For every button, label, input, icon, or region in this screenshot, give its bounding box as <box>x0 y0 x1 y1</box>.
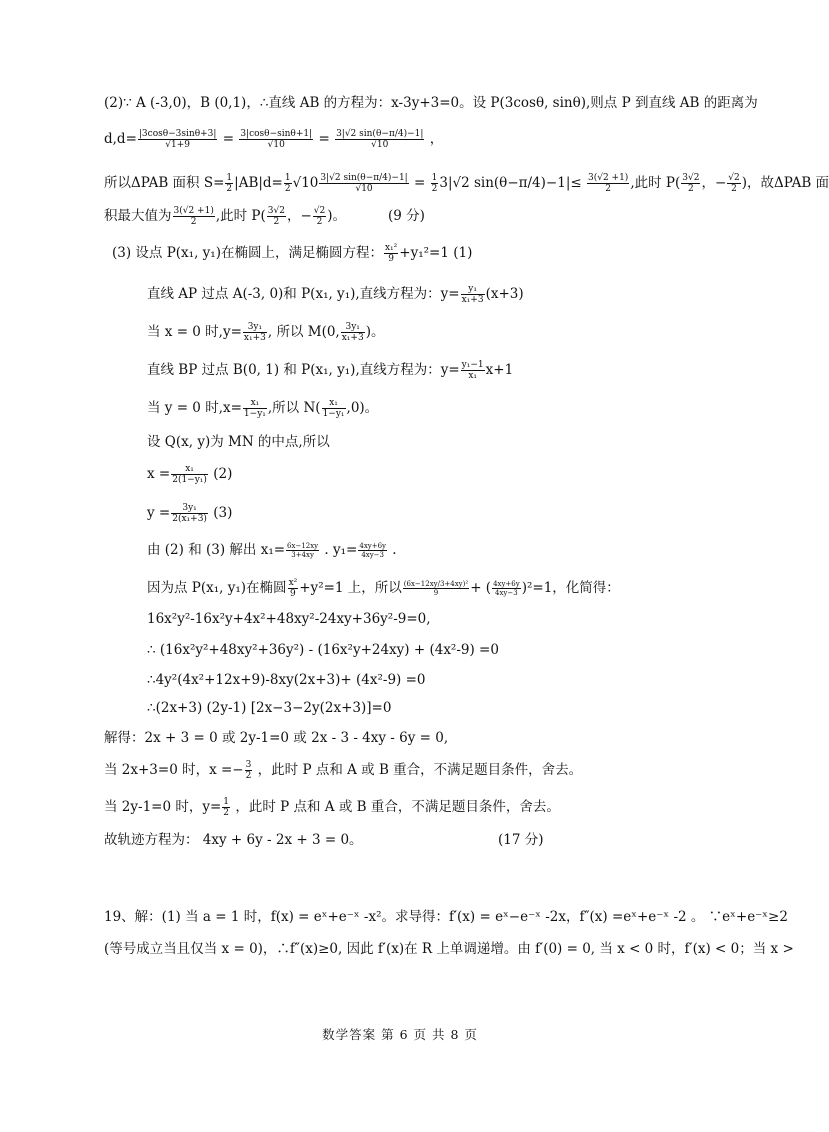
p18-3-factored: ∴4y²(4x²+12x+9)-8xy(2x+3)+ (4x²-9) =0 <box>147 672 426 688</box>
p18-3-midpoint: 设 Q(x, y)为 MN 的中点,所以 <box>147 434 330 450</box>
fraction: $\frac{3|√2 \sin(\theta-\pi/4)-1|}{√10}$ <box>336 129 424 150</box>
p18-3-solve: 由 (2) 和 (3) 解出 x₁= $\frac{6x-12xy}{3+4xy}$ . y₁= $\frac{4xy+6y}{4xy-3}$ . <box>147 542 397 559</box>
p18-2-distance-line: d,d= $\frac{|3\cos\theta-3\sin\theta+3|}{√1+9}$ = $\frac{3|\cos\theta-\sin\theta+1|}{√10}$ = $\frac{3|√2 \sin(\theta-\pi/4)-1|}{√10}$ ， <box>104 129 444 150</box>
p18-3-substitute: 因为点 P(x₁, y₁)在椭圆 $\frac{\text{x²}}{9}$ +y²=1 上，所以 $\frac{\text{(6x−12xy/3+4xy)²}}{9}$ + ( $\frac{4xy+6y}{4xy-3}$ )²=1，化简得： <box>147 578 620 599</box>
page-footer: 数学答案 第 6 页 共 8 页 <box>322 1027 478 1042</box>
fraction: $\frac{|3\cos\theta-3\sin\theta+3|}{√1+9}$ <box>138 129 217 150</box>
fraction: $\frac{3|\cos\theta-\sin\theta+1|}{√10}$ <box>240 129 313 150</box>
p18-3-grouped: ∴ (16x²y²+48xy²+36y²) - (16x²y+24xy) + (4x²-9) =0 <box>147 642 499 658</box>
p18-3-line-ap: 直线 AP 过点 A(-3, 0)和 P(x₁, y₁),直线方程为：y= $\frac{\text{y₁}}{\text{x₁+3}}$ (x+3) <box>147 284 524 305</box>
p18-2-line1: (2)∵ A (-3,0)，B (0,1)，∴直线 AB 的方程为：x-3y+3=0。设 P(3cosθ, sinθ),则点 P 到直线 AB 的距离为 <box>104 95 758 111</box>
p18-3-solutions: 解得：2x + 3 = 0 或 2y-1=0 或 2x - 3 - 4xy - 6y = 0, <box>104 730 449 746</box>
p18-2-max-line: 积最大值为 $\frac{3(√2 +1)}{2}$ ,此时 P( $\frac{3√2}{2}$ ，− $\frac{√2}{2}$ )。 <box>104 206 347 227</box>
p18-3-line1: (3) 设点 P(x₁, y₁)在椭圆上，满足椭圆方程： $\frac{\text{x₁²}}{9}$ +y₁²=1 (1) <box>112 243 473 264</box>
p18-3-point-m: 当 x = 0 时,y= $\frac{\text{3y₁}}{\text{x₁+3}}$ , 所以 M(0, $\frac{\text{3y₁}}{\text{x₁+3}}$ )。 <box>147 322 385 343</box>
p18-3-trajectory: 故轨迹方程为： 4xy + 6y - 2x + 3 = 0。 <box>104 832 363 848</box>
p18-3-eq2: x = $\frac{\text{x₁}}{\text{2(1−y₁)}}$ (2) <box>147 464 233 485</box>
p18-3-final-factor: ∴(2x+3) (2y-1) [2x−3−2y(2x+3)]=0 <box>147 700 392 716</box>
p18-3-eq3: y = $\frac{\text{3y₁}}{\text{2(x₁+3)}}$ (3) <box>147 503 233 524</box>
score-9: (9 分) <box>388 208 425 224</box>
p18-3-case-x: 当 2x+3=0 时，x =− $\frac{3}{2}$ ，此时 P 点和 A 或 B 重合，不满足题目条件，舍去。 <box>104 760 583 781</box>
p18-3-case-y: 当 2y-1=0 时，y= $\frac{1}{2}$ ，此时 P 点和 A 或 B 重合，不满足题目条件，舍去。 <box>104 797 560 818</box>
p18-3-line-bp: 直线 BP 过点 B(0, 1) 和 P(x₁, y₁),直线方程为：y= $\frac{\text{y₁−1}}{\text{x₁}}$ x+1 <box>147 360 514 381</box>
p18-3-point-n: 当 y = 0 时,x= $\frac{\text{x₁}}{\text{1−y₁}}$ ,所以 N( $\frac{\text{x₁}}{\text{1−y₁}}$ ,0)。 <box>147 398 379 419</box>
p19-line1: 19、解：(1) 当 a = 1 时，f(x) = eˣ+e⁻ˣ -x²。求导得：f′(x) = eˣ−e⁻ˣ -2x，f″(x) =eˣ+e⁻ˣ -2 。 ∵eˣ+e⁻ˣ≥2 <box>104 909 788 925</box>
p19-line2: (等号成立当且仅当 x = 0)，∴f″(x)≥0, 因此 f′(x)在 R 上单调递增。由 f′(0) = 0, 当 x < 0 时，f′(x) < 0；当 x > <box>104 941 794 957</box>
p18-2-area-line: 所以ΔPAB 面积 S= $\frac{1}{2}$ |AB|d= $\frac{1}{2}$ √10 $\frac{3|√2 \sin(\theta-\pi/4)-1|}{√10}$ = $\frac{1}{2}$ 3|√2 sin(θ−π/4)−1|≤ $\frac{3(√2 +1)}{2}$ ,此时 P( $\frac{3√2}{2}$ ，− $\frac{√2}{2}$ )，故ΔPAB 面 <box>104 173 829 194</box>
score-17: (17 分) <box>498 832 544 848</box>
p18-3-expanded: 16x²y²-16x²y+4x²+48xy²-24xy+36y²-9=0, <box>147 611 431 627</box>
